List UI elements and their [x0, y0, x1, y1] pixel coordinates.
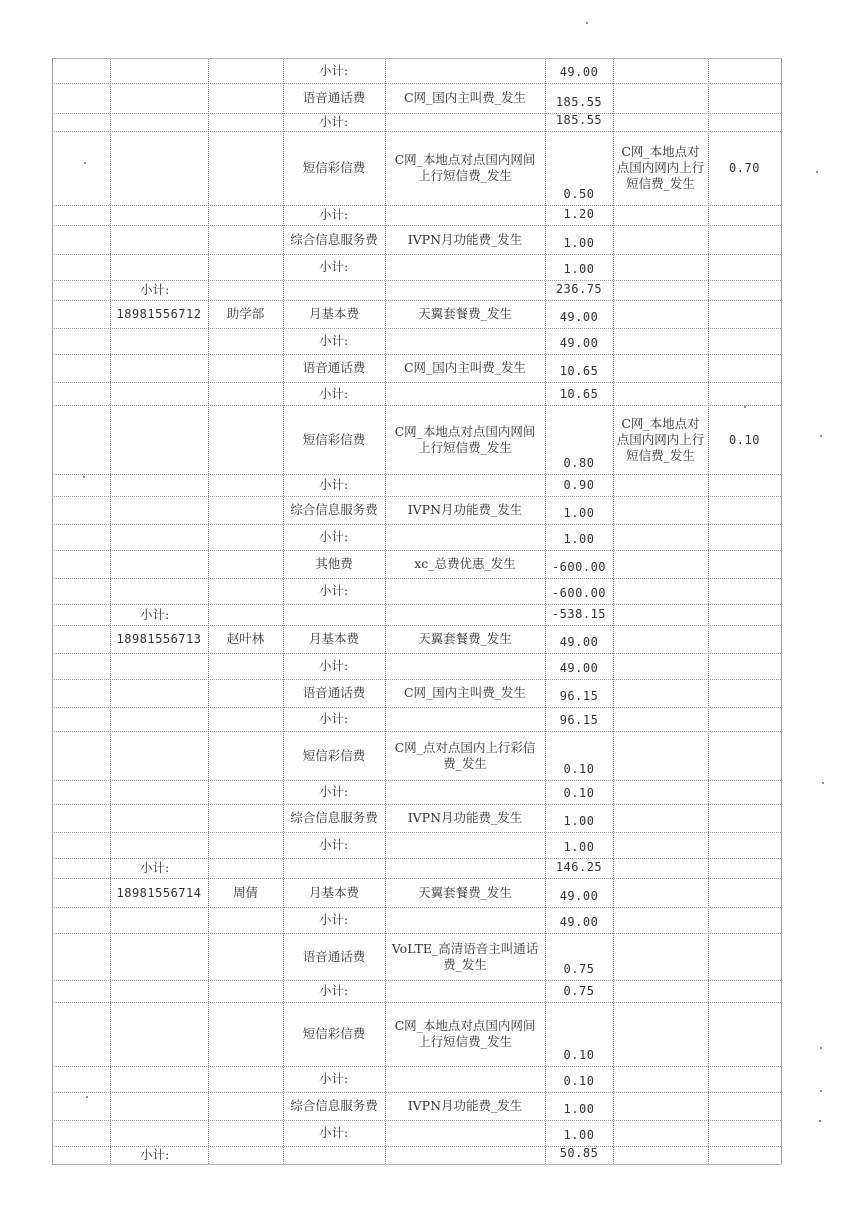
scan-speck [822, 782, 824, 784]
fee-category: 语音通话费 [302, 948, 366, 964]
subtotal-label: 小计: [319, 114, 349, 129]
phone-number: 18981556713 [116, 632, 202, 646]
fee-item: C网_国内主叫费_发生 [403, 685, 527, 700]
scan-speck [744, 406, 746, 408]
fee-amount: 1.00 [563, 1102, 595, 1116]
subtotal-label: 小计: [319, 912, 349, 927]
row-rule [52, 254, 781, 255]
subtotal-label: 小计: [319, 1071, 349, 1086]
subtotal-label: 小计: [319, 385, 349, 401]
fee-amount: 185.55 [555, 113, 603, 127]
discount-amount: 0.10 [729, 432, 760, 447]
fee-amount: 0.50 [563, 187, 595, 201]
fee-category: 语音通话费 [302, 685, 366, 700]
subtotal-label: 小计: [319, 529, 349, 544]
fee-amount: 49.00 [559, 336, 599, 350]
scan-speck [586, 22, 588, 24]
fee-amount: 1.20 [563, 207, 595, 221]
fee-category: 月基本费 [308, 631, 359, 646]
fee-amount: 236.75 [555, 282, 603, 296]
fee-category: 月基本费 [308, 306, 359, 321]
row-rule [52, 780, 781, 781]
fee-item: IVPN月功能费_发生 [407, 1098, 523, 1113]
fee-amount: 0.75 [563, 962, 595, 976]
fee-amount: 49.00 [559, 889, 599, 903]
column-rule [781, 58, 782, 1164]
fee-amount: 49.00 [559, 635, 599, 649]
user-subtotal-label: 小计: [140, 860, 170, 875]
fee-amount: 0.10 [563, 762, 595, 776]
row-rule [52, 382, 781, 383]
scan-speck [820, 435, 822, 437]
row-rule [52, 980, 781, 981]
row-rule [52, 1164, 781, 1165]
user-subtotal-label: 小计: [140, 606, 170, 622]
row-rule [52, 653, 781, 654]
scan-speck [83, 476, 85, 478]
scan-speck [86, 1096, 88, 1098]
fee-item: xc_总费优惠_发生 [414, 556, 516, 571]
fee-item: 天翼套餐费_发生 [418, 306, 512, 321]
column-rule [613, 58, 614, 1164]
discount-item: C网_本地点对点国内网内上行短信费_发生 [616, 415, 705, 463]
fee-amount: 49.00 [559, 65, 599, 79]
fee-category: 短信彩信费 [302, 747, 366, 763]
fee-amount: 49.00 [559, 915, 599, 929]
scan-speck [820, 1090, 822, 1092]
fee-category: 综合信息服务费 [290, 1098, 378, 1113]
fee-amount: 1.00 [563, 506, 595, 520]
subtotal-label: 小计: [319, 658, 349, 673]
fee-amount: 10.65 [559, 387, 599, 401]
scan-speck [820, 1047, 822, 1049]
fee-amount: 0.80 [563, 456, 595, 470]
fee-amount: 0.10 [563, 1074, 595, 1088]
fee-item: 天翼套餐费_发生 [418, 884, 512, 900]
fee-amount: 10.65 [559, 364, 599, 378]
row-rule [52, 832, 781, 833]
subtotal-label: 小计: [319, 784, 349, 799]
phone-number: 18981556712 [116, 307, 202, 321]
fee-amount: 49.00 [559, 310, 599, 324]
fee-amount: -538.15 [551, 607, 607, 621]
fee-amount: 1.00 [563, 236, 595, 250]
fee-amount: 1.00 [563, 840, 595, 854]
subtotal-label: 小计: [319, 333, 349, 348]
fee-item: IVPN月功能费_发生 [407, 502, 523, 517]
fee-amount: 0.90 [563, 478, 595, 492]
subtotal-label: 小计: [319, 207, 349, 222]
row-rule [52, 113, 781, 114]
column-rule [385, 58, 386, 1164]
scan-speck [816, 171, 818, 173]
subtotal-label: 小计: [319, 711, 349, 726]
subtotal-label: 小计: [319, 837, 349, 852]
fee-item: C网_点对点国内上行彩信费_发生 [394, 739, 536, 771]
fee-amount: 1.00 [563, 814, 595, 828]
fee-item: VoLTE_高清语音主叫通话费_发生 [391, 940, 539, 972]
row-rule [52, 907, 781, 908]
fee-amount: 0.10 [563, 786, 595, 800]
fee-category: 其他费 [315, 556, 353, 571]
account-name: 赵叶林 [226, 631, 265, 646]
fee-item: 天翼套餐费_发生 [418, 631, 512, 646]
user-subtotal-label: 小计: [140, 282, 170, 297]
account-name: 周倩 [232, 884, 258, 900]
fee-category: 月基本费 [308, 884, 359, 900]
discount-amount: 0.70 [729, 161, 760, 175]
fee-amount: -600.00 [551, 560, 607, 574]
fee-category: 综合信息服务费 [290, 502, 378, 517]
row-rule [52, 1120, 781, 1121]
fee-amount: 146.25 [555, 860, 603, 874]
row-rule [52, 524, 781, 525]
fee-amount: 96.15 [559, 689, 599, 703]
subtotal-label: 小计: [319, 62, 349, 78]
fee-category: 语音通话费 [302, 90, 366, 105]
fee-item: C网_本地点对点国内网间上行短信费_发生 [394, 1018, 536, 1049]
row-rule [52, 578, 781, 579]
fee-amount: 0.75 [563, 984, 595, 998]
subtotal-label: 小计: [319, 477, 349, 492]
fee-item: C网_本地点对点国内网间上行短信费_发生 [394, 152, 536, 183]
row-rule [52, 474, 781, 475]
subtotal-label: 小计: [319, 1125, 349, 1140]
fee-amount: 49.00 [559, 661, 599, 675]
column-rule [708, 58, 709, 1164]
fee-amount: -600.00 [551, 586, 607, 600]
discount-item: C网_本地点对点国内网内上行短信费_发生 [616, 144, 705, 191]
fee-category: 短信彩信费 [302, 431, 366, 447]
row-rule [52, 58, 781, 59]
fee-item: IVPN月功能费_发生 [407, 810, 523, 825]
fee-category: 短信彩信费 [302, 160, 366, 175]
fee-category: 综合信息服务费 [290, 810, 378, 825]
fee-category: 综合信息服务费 [290, 231, 378, 247]
column-rule [52, 58, 53, 1164]
fee-category: 语音通话费 [302, 360, 366, 375]
user-subtotal-label: 小计: [140, 1147, 170, 1162]
row-rule [52, 1066, 781, 1067]
subtotal-label: 小计: [319, 583, 349, 598]
fee-amount: 0.10 [563, 1048, 595, 1062]
account-name: 助学部 [226, 306, 265, 321]
phone-number: 18981556714 [116, 885, 202, 900]
fee-amount: 1.00 [563, 532, 595, 546]
scan-speck [84, 162, 86, 164]
fee-amount: 96.15 [559, 713, 599, 727]
subtotal-label: 小计: [319, 259, 349, 274]
fee-amount: 1.00 [563, 1128, 595, 1142]
fee-item: C网_本地点对点国内网间上行短信费_发生 [394, 423, 536, 455]
row-rule [52, 707, 781, 708]
fee-category: 短信彩信费 [302, 1026, 366, 1041]
scan-speck [819, 1120, 821, 1122]
row-rule [52, 205, 781, 206]
subtotal-label: 小计: [319, 983, 349, 998]
row-rule [52, 328, 781, 329]
fee-item: C网_国内主叫费_发生 [403, 360, 527, 375]
fee-amount: 50.85 [559, 1146, 599, 1160]
fee-item: C网_国内主叫费_发生 [403, 90, 527, 105]
fee-item: IVPN月功能费_发生 [407, 231, 523, 247]
fee-amount: 185.55 [555, 95, 603, 109]
fee-amount: 1.00 [563, 262, 595, 276]
